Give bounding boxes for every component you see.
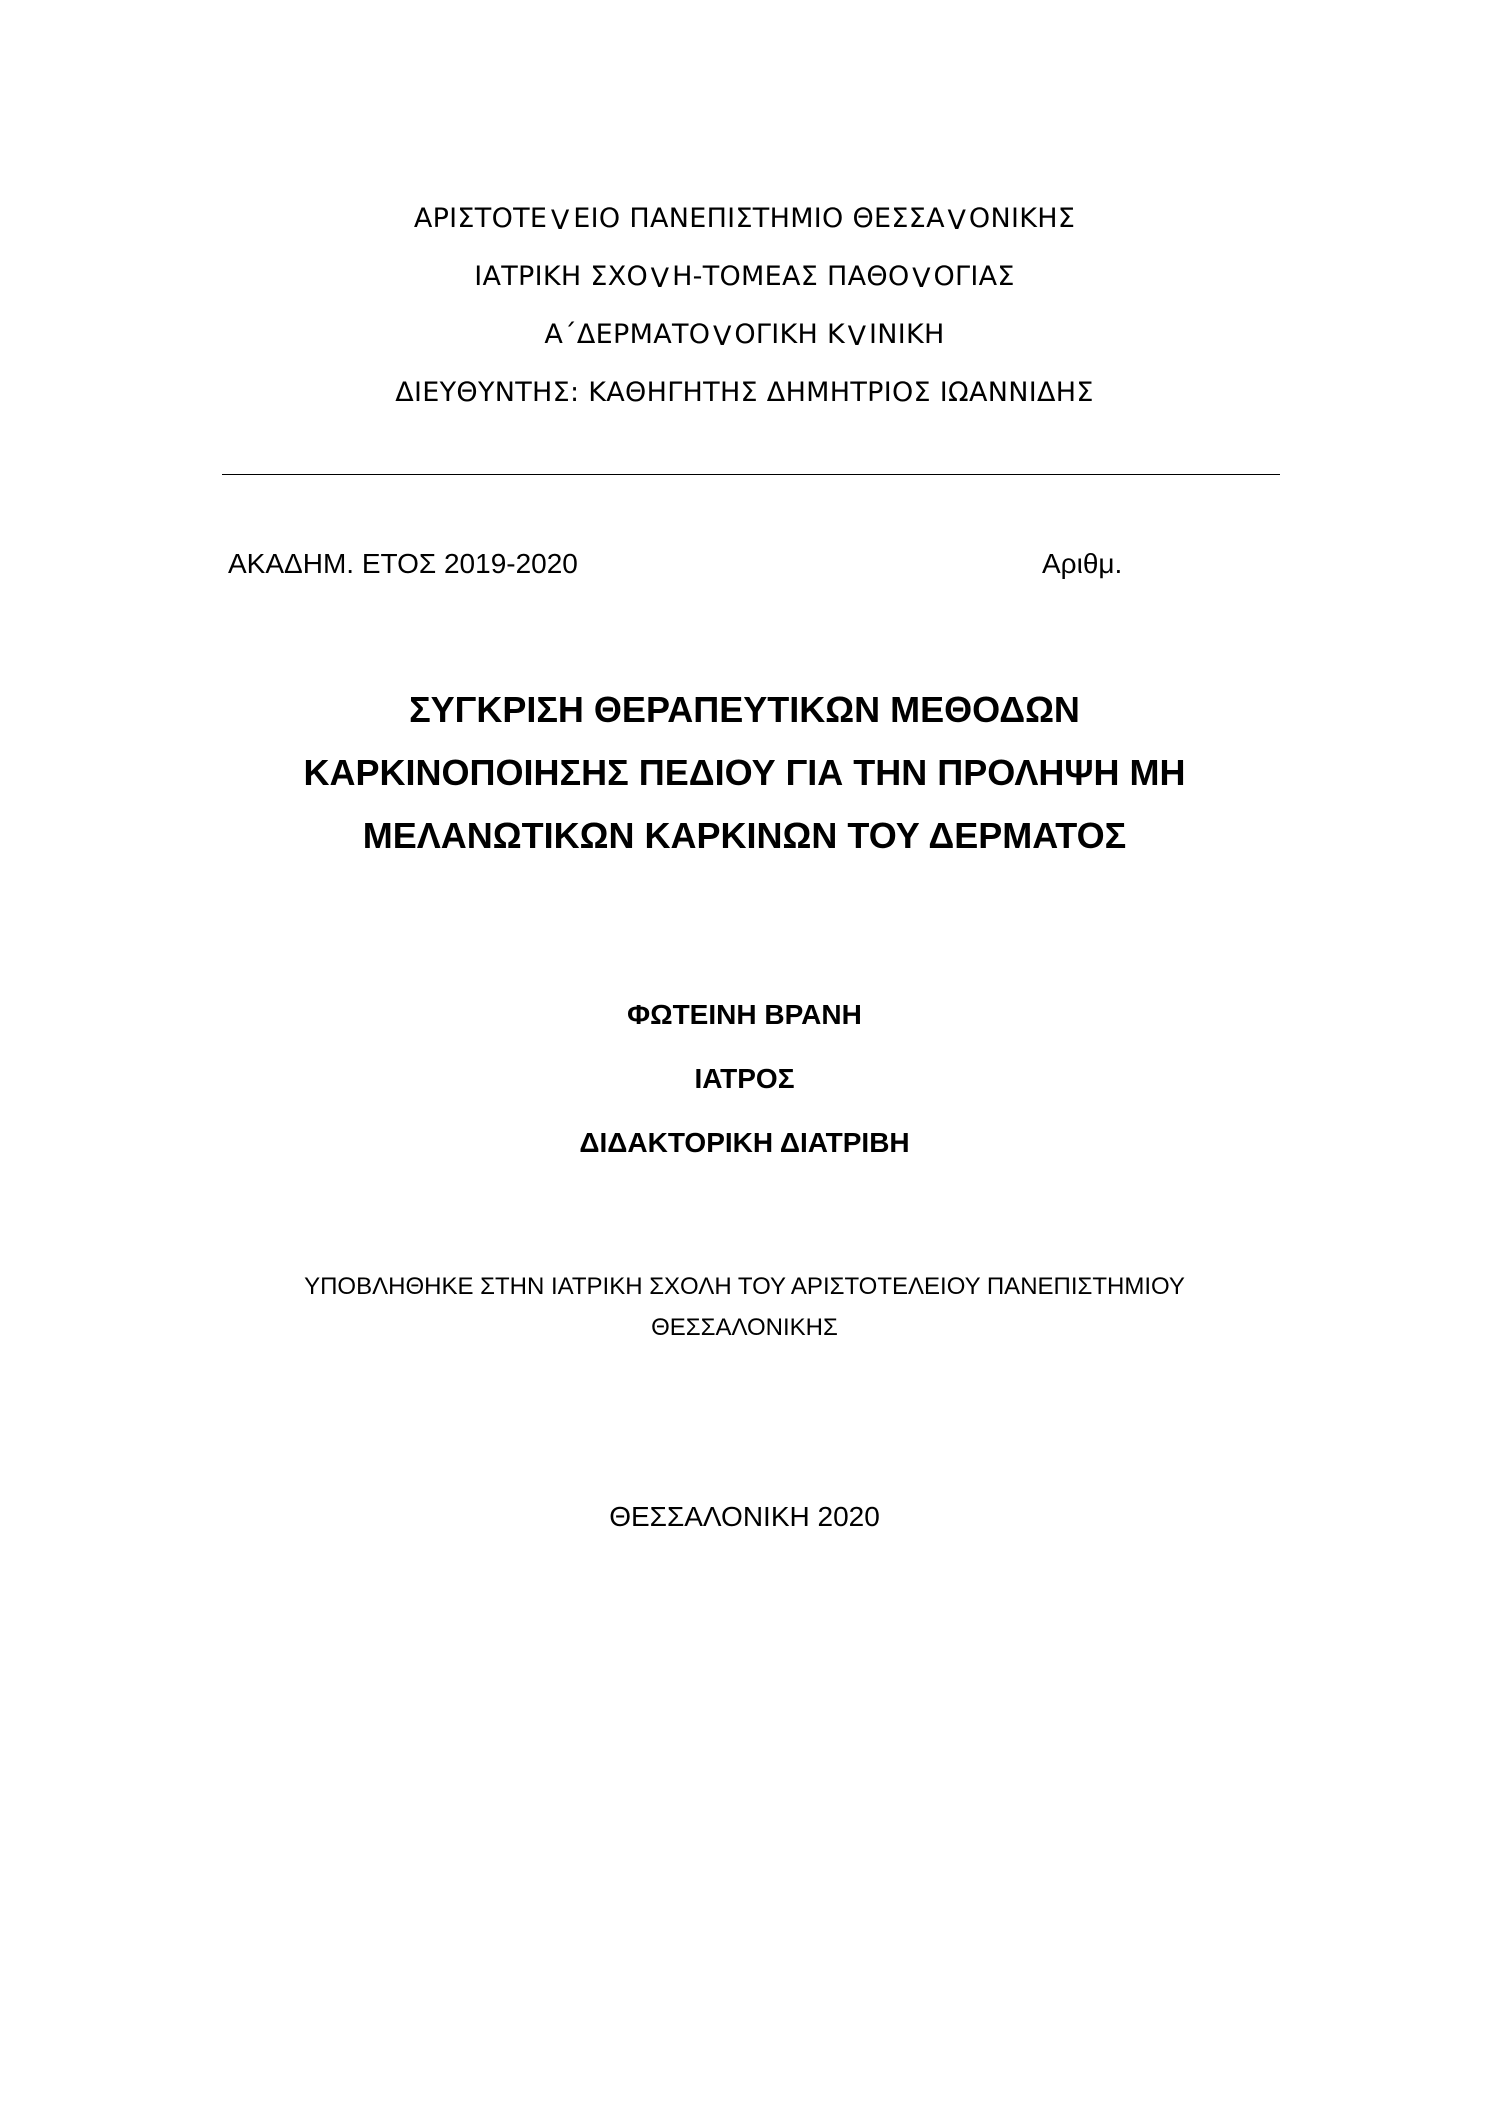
author-name: ΦΩΤΕΙΝΗ ΒΡΑΝΗ bbox=[627, 999, 862, 1030]
university-name-part-1: ΑΡΙΣΤΟΤΕ bbox=[413, 203, 548, 234]
institution-header bbox=[0, 190, 1489, 422]
header-divider bbox=[222, 474, 1280, 475]
school-department-part-1: ΙΑΤΡΙΚΗ ΣΧΟ bbox=[474, 261, 649, 292]
university-name-part-3: ΟΝΙΚΗΣ bbox=[968, 203, 1076, 234]
clinic-name-part-2: ΟΓΙΚΗ Κ bbox=[734, 319, 845, 350]
school-department-part-3: ΟΓΙΑΣ bbox=[933, 261, 1015, 292]
clinic-name-part-3: ΙΝΙΚΗ bbox=[869, 319, 945, 350]
author-block bbox=[0, 998, 1489, 1190]
school-department-part-2: Η-ΤΟΜΕΑΣ ΠΑΘΟ bbox=[672, 261, 910, 292]
v-mark: V bbox=[847, 321, 867, 352]
thesis-title-line: ΚΑΡΚΙΝΟΠΟΙΗΣΗΣ ΠΕΔΙΟΥ ΓΙΑ ΤΗΝ ΠΡΟΛΗΨΗ ΜΗ bbox=[303, 752, 1186, 793]
v-mark: V bbox=[712, 321, 732, 352]
place-and-year: ΘΕΣΣΑΛΟΝΙΚΗ 2020 bbox=[609, 1501, 880, 1532]
submission-line: ΥΠΟΒΛΗΘΗΚΕ ΣΤΗΝ ΙΑΤΡΙΚΗ ΣΧΟΛΗ ΤΟΥ ΑΡΙΣΤΟΤΕΛΕΙΟΥ ΠΑΝΕΠΙΣΤΗΜΙΟΥ bbox=[304, 1273, 1185, 1300]
thesis-title-line: ΣΥΓΚΡΙΣΗ ΘΕΡΑΠΕΥΤΙΚΩΝ ΜΕΘΟΔΩΝ bbox=[409, 689, 1080, 730]
thesis-title bbox=[0, 678, 1489, 867]
v-mark: V bbox=[912, 263, 931, 294]
v-mark: V bbox=[550, 205, 570, 236]
submission-statement bbox=[0, 1266, 1489, 1348]
university-name bbox=[0, 190, 1489, 248]
number-label: Αριθμ. bbox=[1042, 548, 1123, 579]
clinic-name-part-1: Α΄ΔΕΡΜΑΤΟ bbox=[544, 319, 711, 350]
v-mark: V bbox=[947, 205, 967, 236]
director-line: ΔΙΕΥΘΥΝΤΗΣ: ΚΑΘΗΓΗΤΗΣ ΔΗΜΗΤΡΙΟΣ ΙΩΑΝΝΙΔΗΣ bbox=[395, 377, 1094, 408]
academic-year: ΑΚΑΔΗΜ. ΕΤΟΣ 2019-2020 bbox=[228, 548, 578, 579]
university-name-part-2: ΕΙΟ ΠΑΝΕΠΙΣΤΗΜΙΟ ΘΕΣΣΑ bbox=[573, 203, 945, 234]
document-type: ΔΙΔΑΚΤΟΡΙΚΗ ΔΙΑΤΡΙΒΗ bbox=[579, 1127, 910, 1158]
author-role: ΙΑΤΡΟΣ bbox=[694, 1063, 795, 1094]
thesis-title-line: ΜΕΛΑΝΩΤΙΚΩΝ ΚΑΡΚΙΝΩΝ ΤΟΥ ΔΕΡΜΑΤΟΣ bbox=[362, 815, 1127, 856]
clinic-name bbox=[0, 306, 1489, 364]
v-mark: V bbox=[650, 263, 670, 294]
school-department bbox=[0, 248, 1489, 306]
submission-line: ΘΕΣΣΑΛΟΝΙΚΗΣ bbox=[651, 1314, 838, 1341]
